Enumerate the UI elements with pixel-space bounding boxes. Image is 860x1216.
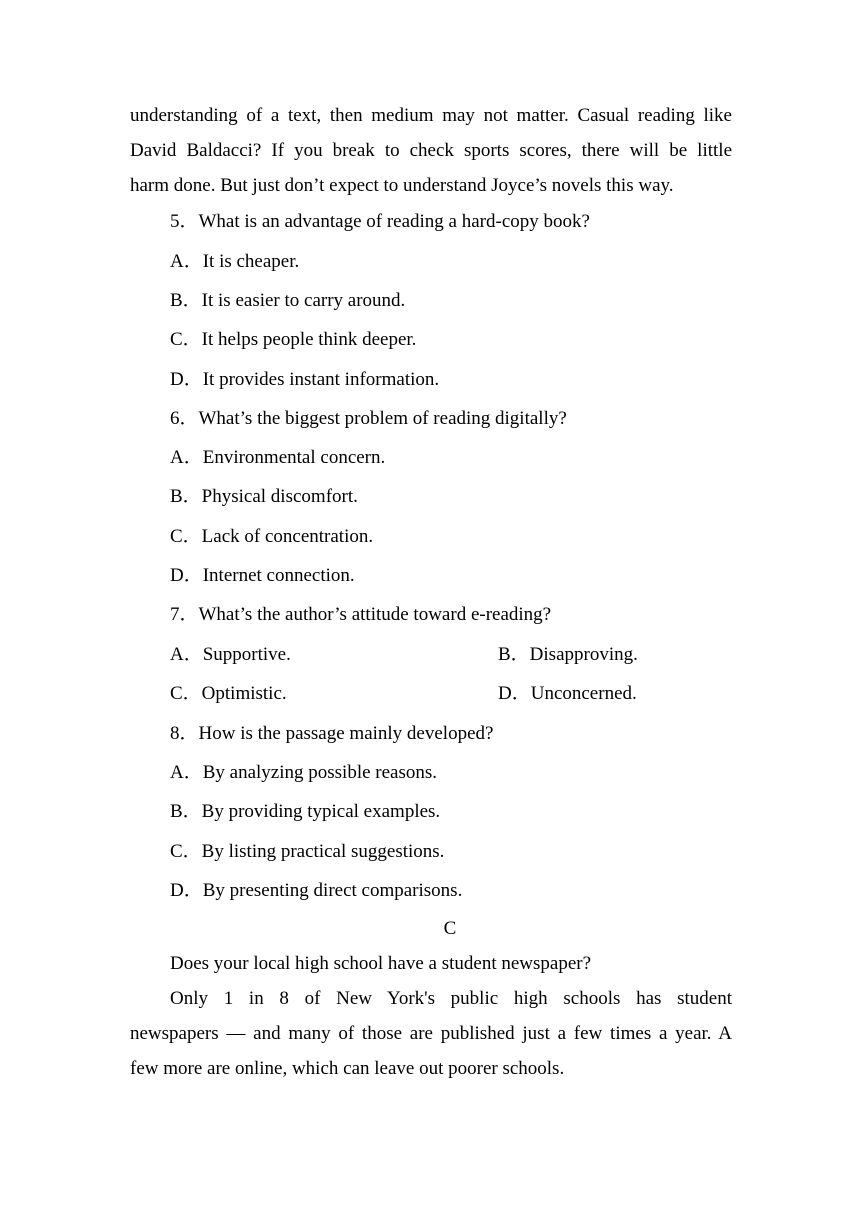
question-option: D．It provides instant information. bbox=[170, 369, 440, 390]
question-option: C．By listing practical suggestions. bbox=[170, 841, 445, 862]
question-option: D．Unconcerned. bbox=[498, 683, 637, 704]
question-stem: 5．What is an advantage of reading a hard-copy book? bbox=[170, 211, 590, 232]
question-option: B．Physical discomfort. bbox=[170, 486, 358, 507]
question-option: B．Disapproving. bbox=[498, 644, 638, 665]
passage-line: Only 1 in 8 of New York's public high schools has student bbox=[170, 988, 732, 1009]
passage-line: newspapers — and many of those are published just a few times a year. A bbox=[130, 1023, 732, 1044]
question-option: A．Environmental concern. bbox=[170, 447, 386, 468]
question-option: B．By providing typical examples. bbox=[170, 801, 441, 822]
question-option: B．It is easier to carry around. bbox=[170, 290, 406, 311]
question-stem: 7．What’s the author’s attitude toward e-reading? bbox=[170, 604, 552, 625]
section-heading: C bbox=[443, 918, 457, 939]
question-option: C．It helps people think deeper. bbox=[170, 329, 417, 350]
passage-line: harm done. But just don’t expect to understand Joyce’s novels this way. bbox=[130, 175, 674, 196]
question-option: A．It is cheaper. bbox=[170, 251, 300, 272]
question-option: C．Lack of concentration. bbox=[170, 526, 374, 547]
question-option: A．By analyzing possible reasons. bbox=[170, 762, 438, 783]
question-option: D．By presenting direct comparisons. bbox=[170, 880, 463, 901]
question-option: A．Supportive. bbox=[170, 644, 291, 665]
paragraph: Does your local high school have a student newspaper? bbox=[170, 953, 592, 974]
question-stem: 6．What’s the biggest problem of reading digitally? bbox=[170, 408, 567, 429]
passage-line: understanding of a text, then medium may not matter. Casual reading like bbox=[130, 105, 732, 126]
question-option: C．Optimistic. bbox=[170, 683, 287, 704]
passage-line: David Baldacci? If you break to check sports scores, there will be little bbox=[130, 140, 732, 161]
question-stem: 8．How is the passage mainly developed? bbox=[170, 723, 494, 744]
question-option: D．Internet connection. bbox=[170, 565, 355, 586]
passage-line: few more are online, which can leave out poorer schools. bbox=[130, 1058, 565, 1079]
